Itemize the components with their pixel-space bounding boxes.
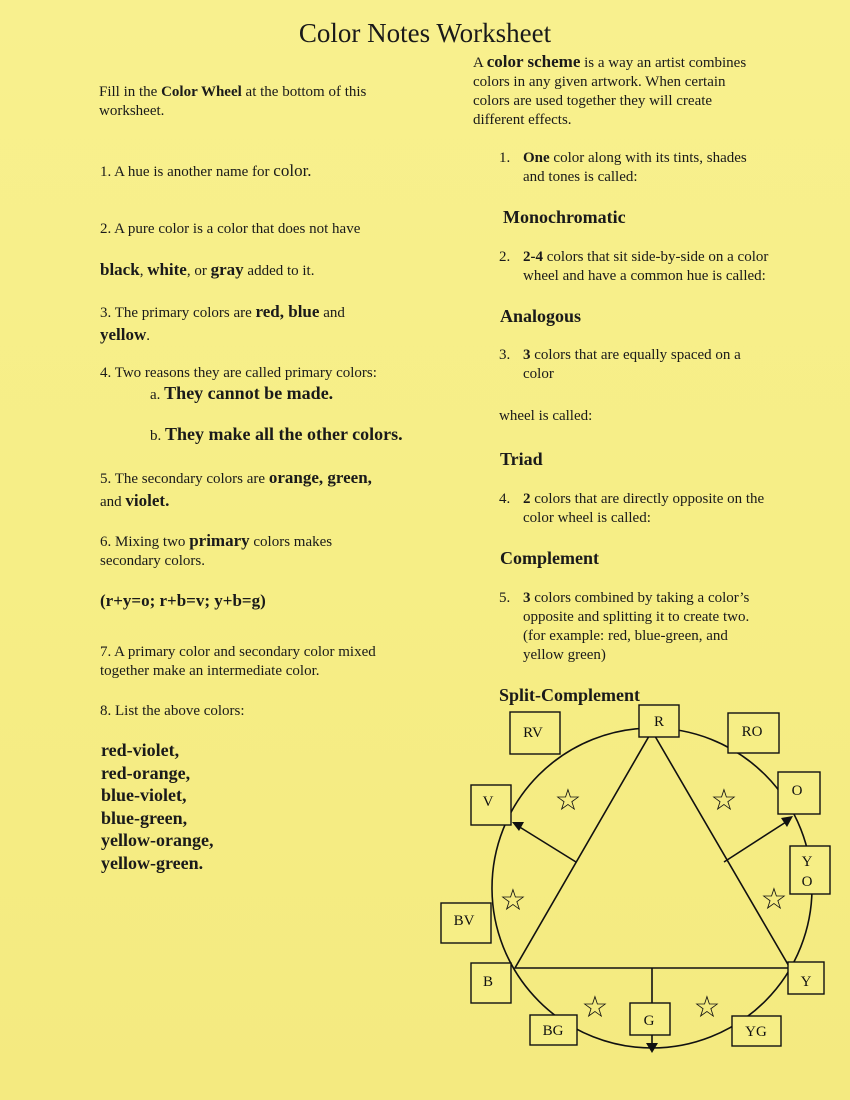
- q3-text: 3. The primary colors are: [100, 305, 256, 321]
- label-bg: BG: [542, 1023, 564, 1039]
- q2-end: added to it.: [243, 263, 315, 279]
- right-intro-bold: color scheme: [486, 52, 581, 71]
- right-q5-text-2: opposite and splitting it to create two.: [523, 609, 750, 625]
- q1-answer: color.: [273, 161, 312, 180]
- left-intro-text-2: at the bottom of this: [241, 84, 367, 100]
- answer-complement: Complement: [500, 548, 599, 568]
- q5-text: 5. The secondary colors are: [100, 471, 269, 487]
- right-intro-text-2: is a way an artist combines: [580, 55, 747, 71]
- right-q1-bold: One: [523, 150, 550, 166]
- right-q5-bold: 3: [523, 590, 531, 606]
- star-icon: ☆: [710, 784, 738, 817]
- q2-gray: gray: [210, 260, 244, 279]
- q3-answer-2: yellow: [100, 325, 147, 344]
- right-q5-text: colors combined by taking a color’s: [530, 590, 750, 606]
- left-intro-text-3: worksheet.: [99, 103, 165, 119]
- right-q4-bold: 2: [523, 491, 531, 507]
- arrow-to-o: [724, 822, 786, 862]
- intermediate-item: blue-green,: [101, 807, 188, 828]
- intermediate-item: red-violet,: [101, 740, 180, 760]
- right-q1-text-2: and tones is called:: [523, 169, 638, 185]
- star-icon: ☆: [760, 883, 788, 916]
- arrowhead-v: [512, 822, 524, 831]
- left-intro-text: Fill in the: [99, 84, 162, 100]
- right-q3-bold: 3: [523, 347, 531, 363]
- q7-text-2: together make an intermediate color.: [100, 663, 320, 679]
- q4a-label: a.: [150, 387, 165, 403]
- left-intro-bold: Color Wheel: [161, 84, 242, 100]
- right-q5-text-3: (for example: red, blue-green, and: [523, 628, 728, 644]
- q4b-label: b.: [150, 428, 165, 444]
- intermediate-item: yellow-green.: [101, 852, 204, 873]
- page-title: Color Notes Worksheet: [298, 18, 552, 48]
- left-q8: 8. List the above colors:: [100, 703, 245, 719]
- right-q3-cont: wheel is called:: [499, 408, 593, 424]
- q3-end: .: [146, 328, 151, 344]
- label-g: G: [643, 1013, 655, 1029]
- arrowhead-o: [781, 816, 793, 827]
- q4-number: 4.: [499, 491, 511, 507]
- q5-answer-2: violet.: [125, 491, 170, 510]
- q3-answer-1: red, blue: [255, 302, 320, 321]
- right-intro-text-5: different effects.: [473, 112, 572, 128]
- star-icon: ☆: [693, 991, 721, 1024]
- right-intro-text: A: [473, 55, 487, 71]
- right-q3-text: colors that are equally spaced on a: [530, 347, 741, 363]
- q2-or: , or: [186, 263, 211, 279]
- label-bv: BV: [453, 913, 475, 929]
- q1-number: 1.: [499, 150, 511, 166]
- answer-analogous: Analogous: [500, 306, 582, 326]
- intermediate-item: yellow-orange,: [101, 830, 214, 850]
- q2-white: white: [147, 260, 187, 279]
- right-q2-bold: 2-4: [523, 249, 543, 265]
- right-q4-text: colors that are directly opposite on the: [530, 491, 765, 507]
- right-q3-text-2: color: [523, 366, 554, 382]
- right-q5-text-4: yellow green): [523, 647, 606, 663]
- q6-text: 6. Mixing two: [100, 534, 190, 550]
- label-yg: YG: [745, 1024, 767, 1040]
- left-q4: 4. Two reasons they are called primary colors:: [100, 365, 377, 381]
- q5-answer-1: orange, green,: [268, 468, 372, 487]
- label-v: V: [482, 794, 494, 810]
- answer-triad: Triad: [500, 449, 543, 469]
- q5-number: 5.: [499, 590, 511, 606]
- left-q2: 2. A pure color is a color that does not have: [100, 221, 361, 237]
- q3-and: and: [319, 305, 345, 321]
- star-icon: ☆: [581, 991, 609, 1024]
- label-b: B: [482, 974, 494, 990]
- label-ro: RO: [741, 724, 763, 740]
- mixing-formula: (r+y=o; r+b=v; y+b=g): [100, 591, 266, 610]
- q1-text: 1. A hue is another name for: [100, 164, 274, 180]
- right-q1-text: color along with its tints, shades: [549, 150, 747, 166]
- intermediate-item: red-orange,: [101, 762, 191, 783]
- q6-text-2: colors makes: [249, 534, 333, 550]
- q6-text-3: secondary colors.: [100, 553, 205, 569]
- answer-monochromatic: Monochromatic: [503, 207, 626, 227]
- label-rv: RV: [523, 725, 543, 741]
- q5-and: and: [100, 494, 126, 510]
- right-q4-text-2: color wheel is called:: [523, 510, 651, 526]
- arrow-to-v: [518, 826, 576, 862]
- right-q2-text: colors that sit side-by-side on a color: [543, 249, 769, 265]
- q4b-answer: They make all the other colors.: [165, 424, 403, 444]
- label-y: Y: [800, 974, 812, 990]
- q2-black: black: [100, 260, 140, 279]
- right-intro-text-3: colors in any given artwork. When certain: [473, 74, 726, 90]
- q3-number: 3.: [499, 347, 511, 363]
- right-q2-text-2: wheel and have a common hue is called:: [523, 268, 766, 284]
- q6-bold: primary: [189, 531, 250, 550]
- q4a-answer: They cannot be made.: [164, 383, 334, 403]
- label-yo-bottom: O: [801, 874, 813, 890]
- answer-split-complement: Split-Complement: [499, 685, 640, 705]
- star-icon: ☆: [499, 884, 527, 917]
- label-r: R: [653, 714, 665, 730]
- q2-number: 2.: [499, 249, 511, 265]
- intermediate-item: blue-violet,: [101, 785, 187, 805]
- q2-sep: ,: [139, 263, 148, 279]
- label-yo-top: Y: [801, 854, 813, 870]
- q7-text-1: 7. A primary color and secondary color mixed: [100, 644, 376, 660]
- label-o: O: [791, 783, 803, 799]
- star-icon: ☆: [554, 784, 582, 817]
- right-intro-text-4: colors are used together they will create: [473, 93, 713, 109]
